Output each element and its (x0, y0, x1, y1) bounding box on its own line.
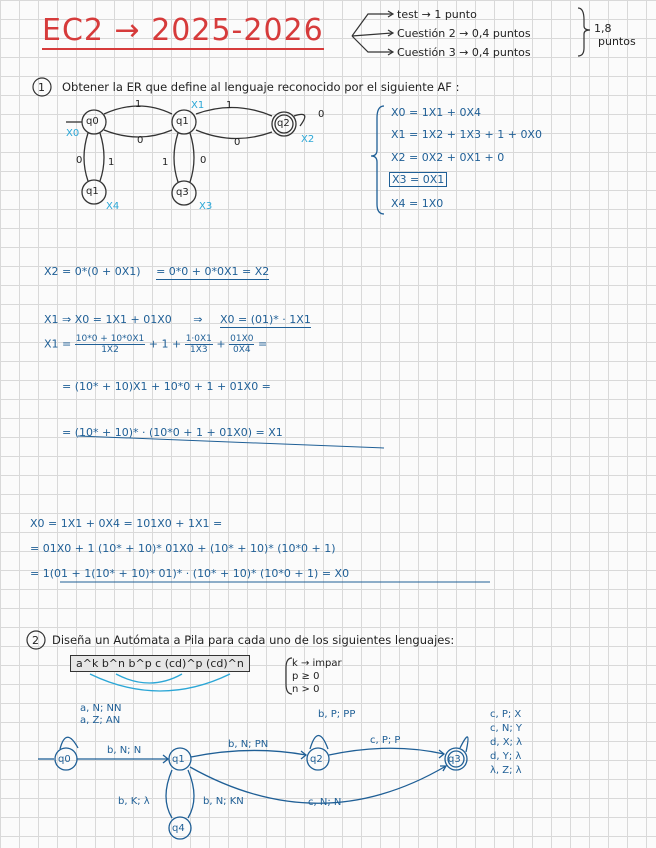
equation: X4 = 1X0 (391, 197, 444, 210)
state-label: q0 (86, 116, 99, 127)
fraction (75, 334, 146, 355)
transition-label: b, N; N (107, 745, 142, 756)
transition-label: c, P; P (370, 735, 401, 746)
condition: p ≥ 0 (292, 671, 320, 682)
equation-boxed: X3 = 0X1 (389, 172, 447, 187)
state-var-label: X4 (106, 201, 120, 212)
q2-number: 2 (32, 634, 39, 647)
solution-line: = 01X0 + 1 (10* + 10)* 01X0 + (10* + 10)* (10*0 + 1) (30, 542, 336, 555)
solution-x1-step1-b: X0 = (01)* · 1X1 (219, 313, 311, 326)
fraction-numerator: 1·0X1 (185, 334, 212, 344)
transition-label: b, N; PN (228, 739, 269, 750)
transition-label: 0 (318, 109, 325, 120)
transition-label: 0 (200, 155, 207, 166)
transition-label: 0 (137, 135, 144, 146)
equation: X2 = 0X2 + 0X1 + 0 (391, 151, 505, 164)
solution-x1-step1-a: X1 ⇒ X0 = 1X1 + 01X0 (44, 313, 172, 326)
transition-label: 1 (108, 157, 115, 168)
q2-prompt: Diseña un Autómata a Pila para cada uno de los siguientes lenguajes: (52, 633, 455, 647)
solution-line (44, 265, 269, 278)
transition-label: 0 (76, 155, 83, 166)
state-label: q3 (448, 754, 461, 765)
transition-label: b, P; PP (318, 709, 356, 720)
language-box: a^k b^n b^p c (cd)^p (cd)^n (70, 655, 250, 672)
solution-line (44, 313, 311, 326)
transition-label: λ, Z; λ (490, 765, 522, 776)
state-var-label: X2 (301, 134, 315, 145)
fraction-denominator: 1X2 (101, 345, 119, 355)
q2-automaton (38, 674, 468, 839)
transition-label: 1 (226, 100, 233, 111)
state-label: q3 (176, 187, 189, 198)
solution-x2-result: = 0*0 + 0*0X1 = X2 (156, 265, 270, 278)
transition-label: 1 (135, 99, 142, 110)
equation: X1 = 1X2 + 1X3 + 1 + 0X0 (391, 128, 542, 141)
transition-label: d, Y; λ (490, 751, 522, 762)
q1-prompt: Obtener la ER que define al lenguaje reconocido por el siguiente AF : (62, 80, 460, 94)
transition-label: c, P; X (490, 709, 522, 720)
state-label: q1 (86, 186, 99, 197)
solution-line (44, 334, 267, 355)
fraction-denominator: 0X4 (233, 345, 251, 355)
fraction (229, 334, 254, 355)
state-var-label: X0 (66, 128, 80, 139)
transition-label: 1 (162, 157, 169, 168)
state-label: q0 (58, 754, 71, 765)
state-label: q1 (176, 116, 189, 127)
transition-label: d, X; λ (490, 737, 523, 748)
state-label: q2 (277, 118, 290, 129)
condition: k → impar (292, 658, 342, 669)
fraction-numerator: 10*0 + 10*0X1 (75, 334, 145, 344)
fraction-denominator: 1X3 (190, 345, 208, 355)
transition-label: c, N; Y (490, 723, 522, 734)
q1-number: 1 (38, 81, 45, 94)
header-item: test → 1 punto (397, 8, 477, 21)
transition-label: c, N; N (308, 797, 342, 808)
header-total-unit: puntos (598, 35, 636, 48)
solution-line: = (10* + 10)X1 + 10*0 + 1 + 01X0 = (62, 380, 271, 393)
solution-line: X0 = 1X1 + 0X4 = 101X0 + 1X1 = (30, 517, 223, 530)
state-var-label: X3 (199, 201, 213, 212)
equation: X0 = 1X1 + 0X4 (391, 106, 482, 119)
transition-label: 0 (234, 137, 241, 148)
equations-brace (371, 106, 384, 214)
transition-label: a, Z; AN (80, 715, 121, 726)
page-title: EC2 → 2025-2026 (42, 13, 324, 48)
state-label: q2 (310, 754, 323, 765)
solution-line: = (10* + 10)* · (10*0 + 1 + 01X0) = X1 (62, 426, 283, 439)
header-item: Cuestión 2 → 0,4 puntos (397, 27, 531, 40)
state-var-label: X1 (191, 100, 205, 111)
solution-x1-eq: = (257, 337, 268, 351)
transition-label: b, N; KN (203, 796, 244, 807)
solution-x1-plus: + (216, 337, 226, 351)
solution-line: = 1(01 + 1(10* + 10)* 01)* · (10* + 10)* (10*0 + 1) = X0 (30, 567, 350, 580)
state-label: q1 (172, 754, 185, 765)
header-total: 1,8 (594, 22, 612, 35)
solution-x1-lhs: X1 = (44, 337, 72, 351)
fraction-numerator: 01X0 (230, 334, 254, 344)
solution-x2: X2 = 0*(0 + 0X1) (44, 265, 141, 278)
solution-x1-step1-arrow: ⇒ (193, 313, 203, 326)
header-item: Cuestión 3 → 0,4 puntos (397, 46, 531, 59)
transition-label: a, N; NN (80, 703, 122, 714)
state-label: q4 (172, 823, 185, 834)
fraction (185, 334, 213, 355)
condition: n > 0 (292, 684, 320, 695)
solution-x1-plus: + 1 + (148, 337, 182, 351)
transition-label: b, K; λ (118, 796, 150, 807)
